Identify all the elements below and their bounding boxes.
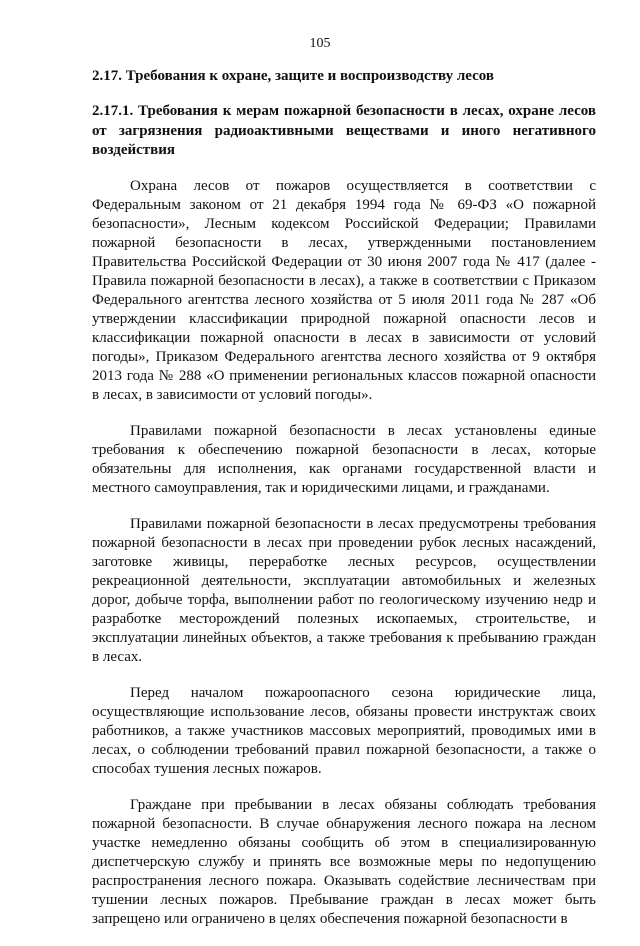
paragraph-fire-protection-legal-basis: Охрана лесов от пожаров осуществляется в соответствии с Федеральным законом от 21 декабря 1994 года № 69-ФЗ «О пожарной безопасности», Лесным кодексом Российской Федерации; Правилами пожарной безопасности в лесах, утвержденными постановлением Правительства Российской Федерации от 30 июня 2007 года № 417 (далее - Правила пожарной безопасности в лесах), а также в соответствии с Приказом Федерального агентства лесного хозяйства от 5 июля 2011 года № 287 «Об утверждении классификации природной пожарной опасности лесов и классификации пожарной опасности в лесах в зависимости от условий погоды», Приказом Федерального агентства лесного хозяйства от 9 октября 2013 года № 288 «О применении региональных классов пожарной опасности в лесах, в зависимости от условий погоды». (92, 177, 596, 403)
page-content (92, 66, 596, 946)
paragraph-uniform-requirements: Правилами пожарной безопасности в лесах установлены единые требования к обеспечению пожарной безопасности в лесах, которые обязательны для исполнения, как органами государственной власти и местного самоуправления, так и юридическими лицами, и гражданами. (92, 422, 596, 496)
paragraph-instruction-before-season: Перед началом пожароопасного сезона юридические лица, осуществляющие использование лесов, обязаны провести инструктаж своих работников, а также участников массовых мероприятий, проводимых ими в лесах, о соблюдении требований правил пожарной безопасности, а также о способах тушения лесных пожаров. (92, 684, 596, 777)
page-number: 105 (309, 36, 331, 51)
subsection-heading: 2.17.1. Требования к мерам пожарной безопасности в лесах, охране лесов от загрязнения радиоактивными веществами и иного негативного воздействия (92, 103, 596, 158)
paragraph-activity-requirements: Правилами пожарной безопасности в лесах предусмотрены требования пожарной безопасности в лесах при проведении рубок лесных насаждений, заготовке живицы, переработке лесных ресурсов, осуществлении рекреационной деятельности, эксплуатации автомобильных и железных дорог, добыче торфа, выполнении работ по геологическому изучению недр и разработке месторождений полезных ископаемых, строительстве, и эксплуатации линейных объектов, а также требования к пребыванию граждан в лесах. (92, 515, 596, 665)
section-heading: 2.17. Требования к охране, защите и воспроизводству лесов (92, 68, 494, 84)
paragraph-citizen-obligations: Граждане при пребывании в лесах обязаны соблюдать требования пожарной безопасности. В случае обнаружения лесного пожара на лесном участке немедленно обязаны сообщить об этом в специализированную диспетчерскую службу и принять все возможные меры по недопущению распространения лесного пожара. Оказывать содействие лесничествам при тушении лесных пожаров. Пребывание граждан в лесах может быть запрещено или ограничено в целях обеспечения пожарной безопасности в (92, 796, 596, 927)
